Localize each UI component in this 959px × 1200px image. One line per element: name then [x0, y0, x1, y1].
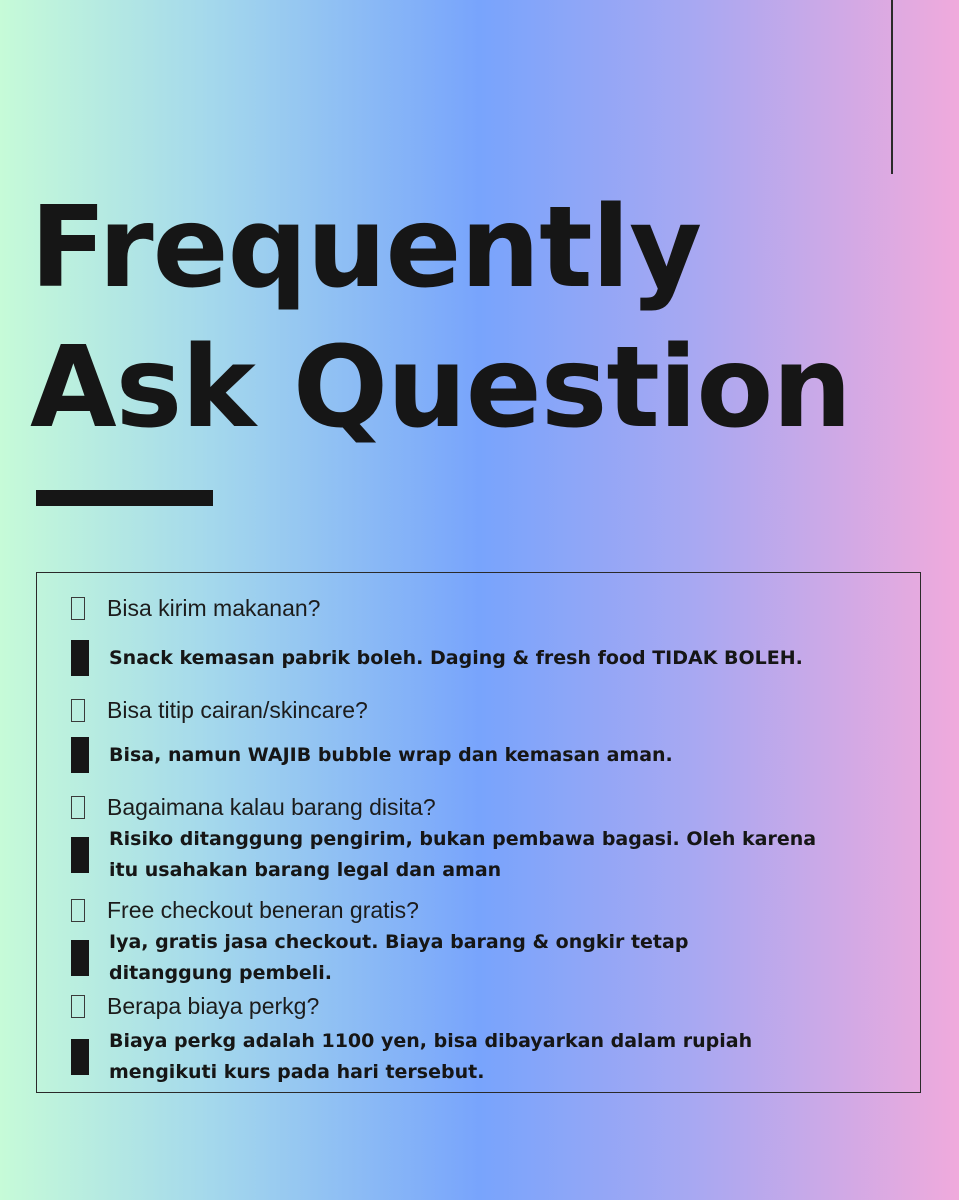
page-title-line-2: Ask Question [30, 323, 851, 453]
checkbox-icon [71, 796, 85, 819]
checkbox-icon [71, 899, 85, 922]
faq-answer-row [71, 1026, 752, 1088]
faq-question-row [71, 897, 419, 924]
faq-question-row [71, 993, 319, 1020]
page-title-line-1: Frequently [30, 183, 702, 313]
faq-answer-line: ditanggung pembeli. [109, 962, 333, 984]
faq-answer-line: Biaya perkg adalah 1100 yen, bisa dibayarkan dalam rupiah [109, 1030, 753, 1052]
page-title [30, 178, 851, 458]
faq-list [36, 572, 921, 1093]
answer-bar-icon [71, 640, 89, 676]
checkbox-icon [71, 597, 85, 620]
checkbox-icon [71, 995, 85, 1018]
faq-answer-row [71, 927, 688, 989]
answer-bar-icon [71, 837, 89, 873]
faq-question: Bagaimana kalau barang disita? [107, 794, 436, 820]
answer-bar-icon [71, 1039, 89, 1075]
faq-answer-line: Iya, gratis jasa checkout. Biaya barang & ongkir tetap [109, 931, 689, 953]
faq-question: Free checkout beneran gratis? [107, 897, 419, 923]
faq-question: Bisa kirim makanan? [107, 595, 321, 621]
faq-answer [109, 740, 673, 771]
answer-bar-icon [71, 940, 89, 976]
decorative-vertical-line [891, 0, 893, 174]
title-underline [36, 490, 213, 506]
answer-bar-icon [71, 737, 89, 773]
faq-answer [109, 1026, 752, 1088]
faq-answer-line: mengikuti kurs pada hari tersebut. [109, 1061, 485, 1083]
faq-question-row [71, 595, 320, 622]
faq-answer [109, 927, 688, 989]
faq-question-row [71, 794, 436, 821]
faq-answer-line: Snack kemasan pabrik boleh. Daging & fresh food TIDAK BOLEH. [109, 646, 803, 669]
faq-answer [109, 824, 816, 886]
faq-answer-row [71, 824, 816, 886]
checkbox-icon [71, 699, 85, 722]
faq-answer [109, 643, 803, 674]
faq-answer-row [71, 640, 803, 676]
faq-answer-line: Bisa, namun WAJIB bubble wrap dan kemasan aman. [109, 743, 673, 766]
faq-answer-line: itu usahakan barang legal dan aman [109, 859, 502, 881]
faq-question-row [71, 697, 368, 724]
faq-question: Bisa titip cairan/skincare? [107, 697, 368, 723]
faq-question: Berapa biaya perkg? [107, 993, 320, 1019]
faq-answer-line: Risiko ditanggung pengirim, bukan pembawa bagasi. Oleh karena [109, 828, 817, 850]
faq-answer-row [71, 737, 673, 773]
